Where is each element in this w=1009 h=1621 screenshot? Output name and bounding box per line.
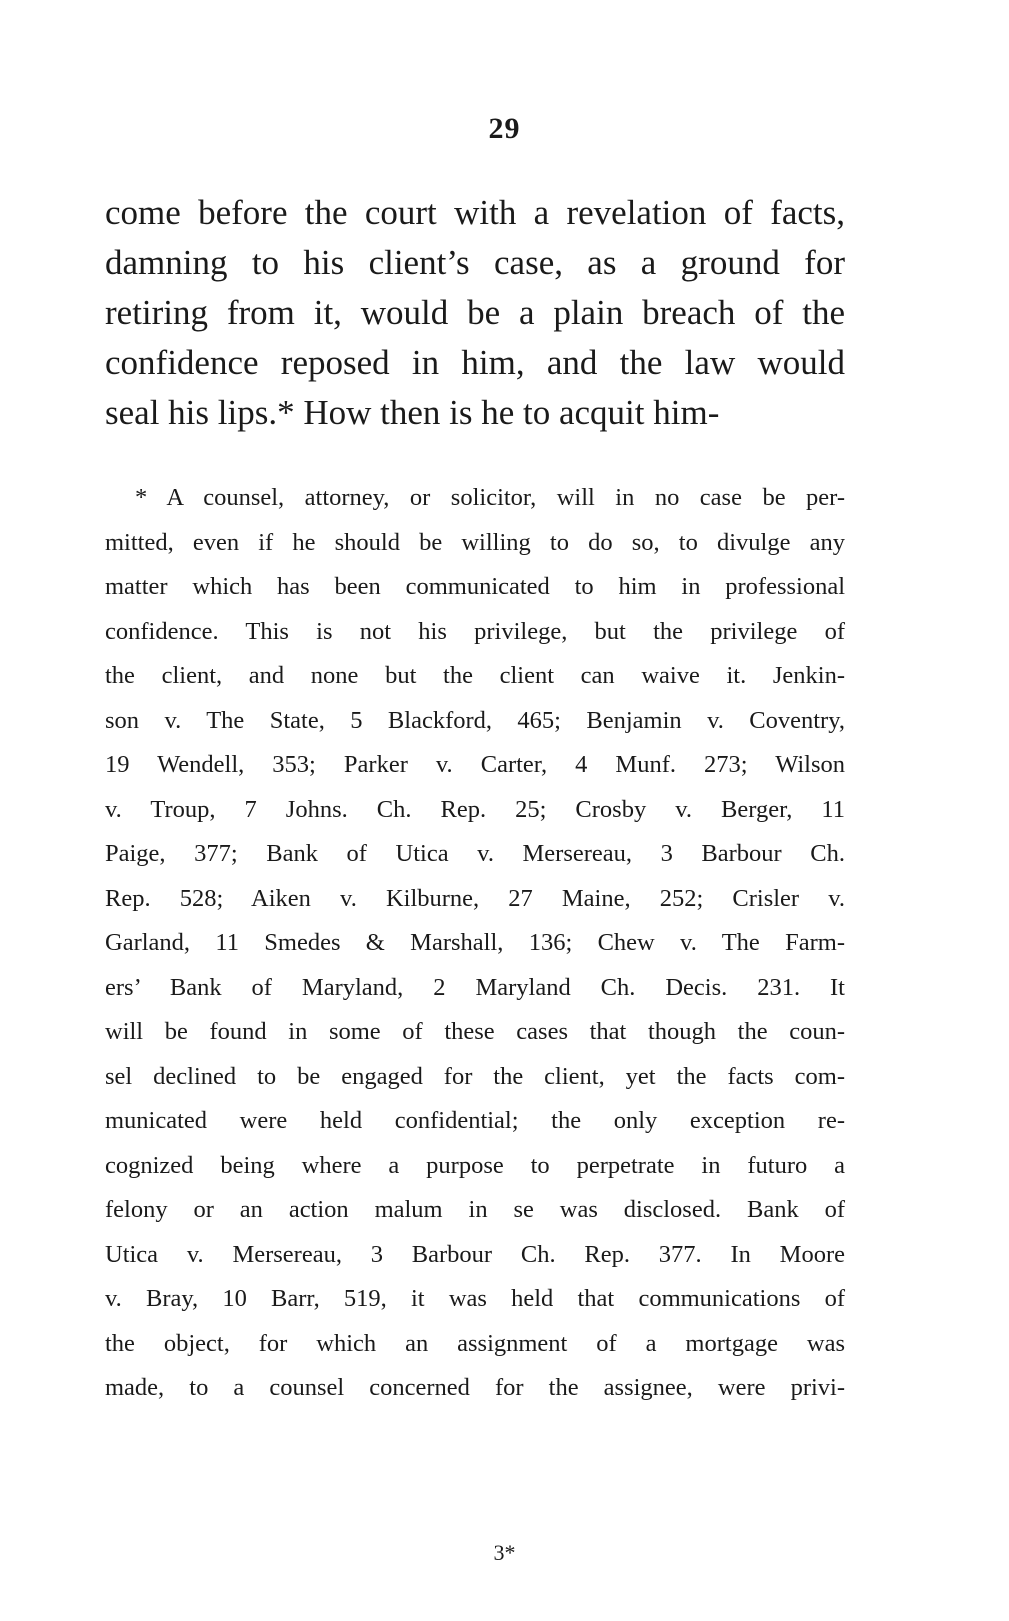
footnote-line: Paige, 377; Bank of Utica v. Mersereau, 3 Barbour Ch. [105,840,845,867]
footnote-line: ers’ Bank of Maryland, 2 Maryland Ch. Decis. 231. It [105,973,845,1001]
footnote-line: v. Bray, 10 Barr, 519, it was held that communications of [105,1285,845,1312]
footnote-line: sel declined to be engaged for the client, yet the facts com- [105,1062,845,1090]
footnote-line: cognized being where a purpose to perpetrate in futuro a [105,1151,845,1179]
footnote-line: will be found in some of these cases that though the coun- [105,1018,845,1045]
footnote-line: matter which has been communicated to him in professional [105,573,845,600]
page-number: 29 [488,112,521,145]
footnote-line: * A counsel, attorney, or solicitor, will in no case be per- [135,484,845,511]
footnote-line: Utica v. Mersereau, 3 Barbour Ch. Rep. 377. In Moore [105,1240,845,1268]
footnote-line: Garland, 11 Smedes & Marshall, 136; Chew v. The Farm- [105,929,845,956]
footnote-line: the object, for which an assignment of a mortgage was [105,1329,845,1357]
main-text-line: confidence reposed in him, and the law would [105,343,845,382]
footnote-line: Rep. 528; Aiken v. Kilburne, 27 Maine, 252; Crisler v. [105,884,845,912]
main-text-line: retiring from it, would be a plain breach of the [105,293,845,332]
footnote-line: municated were held confidential; the only exception re- [105,1107,845,1134]
main-text-line: come before the court with a revelation of facts, [105,193,845,232]
footnote-line: son v. The State, 5 Blackford, 465; Benjamin v. Coventry, [105,706,845,734]
footnote-line: felony or an action malum in se was disclosed. Bank of [105,1196,845,1223]
footnote-line: v. Troup, 7 Johns. Ch. Rep. 25; Crosby v. Berger, 11 [105,795,845,823]
main-text-line: damning to his client’s case, as a ground for [105,243,845,282]
footnote-line: mitted, even if he should be willing to do so, to divulge any [105,528,845,556]
footnote-line: the client, and none but the client can waive it. Jenkin- [105,662,845,689]
footnote-line: 19 Wendell, 353; Parker v. Carter, 4 Munf. 273; Wilson [105,751,845,778]
main-text [105,188,845,438]
footnote-line: made, to a counsel concerned for the assignee, were privi- [105,1374,845,1401]
main-text-line: seal his lips.* How then is he to acquit him- [105,393,720,432]
signature-mark: 3* [493,1540,516,1565]
footnote [105,476,845,1411]
footnote-line: confidence. This is not his privilege, but the privilege of [105,617,845,645]
